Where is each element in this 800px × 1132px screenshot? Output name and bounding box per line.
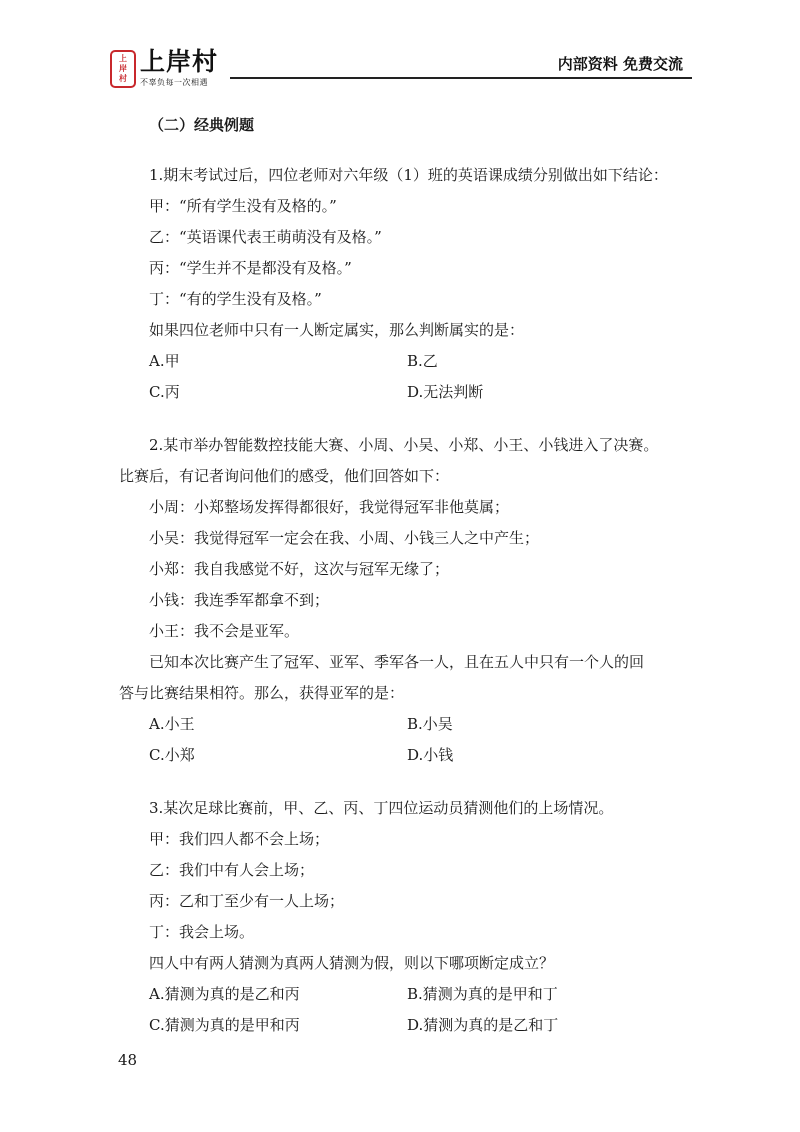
question-stem-line: 小王：我不会是亚军。 — [149, 622, 300, 640]
question-stem-line: 乙：我们中有人会上场； — [149, 861, 315, 879]
question-stem-line: 丙：乙和丁至少有一人上场； — [149, 892, 345, 910]
question-stem-line: 比赛后，有记者询问他们的感受，他们回答如下： — [119, 467, 450, 485]
question-stem-line: 已知本次比赛产生了冠军、亚军、季军各一人，且在五人中只有一个人的回 — [149, 653, 645, 671]
question-stem-line: 丙：“学生并不是都没有及格。” — [149, 259, 352, 277]
question-stem-line: 丁：我会上场。 — [149, 923, 255, 941]
option-d: D.小钱 — [407, 746, 454, 764]
question-stem-line: 丁：“有的学生没有及格。” — [149, 290, 322, 308]
question-stem-line: 小郑：我自我感觉不好，这次与冠军无缘了； — [149, 560, 450, 578]
page-number: 48 — [118, 1051, 138, 1069]
logo-seal-char: 村 — [119, 74, 127, 83]
question-stem-paragraph — [119, 647, 709, 709]
question-stem-line: 甲：我们四人都不会上场； — [149, 830, 330, 848]
question-stem-line: 如果四位老师中只有一人断定属实，那么判断属实的是： — [149, 321, 525, 339]
answer-options — [149, 979, 709, 1041]
answer-options — [149, 346, 709, 408]
question-stem-paragraph — [119, 430, 709, 492]
logo-seal-icon — [110, 50, 136, 88]
page-content — [119, 112, 709, 1041]
logo-name: 上岸村 — [140, 47, 219, 76]
option-d: D.猜测为真的是乙和丁 — [407, 1016, 559, 1034]
logo-seal-char: 岸 — [119, 64, 127, 73]
question-stem-line: 四人中有两人猜测为真两人猜测为假，则以下哪项断定成立？ — [149, 954, 555, 972]
option-a: A.小王 — [149, 715, 195, 733]
answer-options — [149, 709, 709, 771]
header-divider — [230, 77, 692, 79]
option-c: C.丙 — [149, 383, 180, 401]
option-a: A.猜测为真的是乙和丙 — [149, 985, 300, 1003]
option-b: B.乙 — [407, 352, 438, 370]
question-2 — [119, 430, 709, 771]
question-stem-line: 3.某次足球比赛前，甲、乙、丙、丁四位运动员猜测他们的上场情况。 — [149, 799, 614, 817]
page-header — [0, 0, 800, 110]
question-stem-line: 小周：小郑整场发挥得都很好，我觉得冠军非他莫属； — [149, 498, 510, 516]
question-stem-line: 小钱：我连季军都拿不到； — [149, 591, 330, 609]
question-3 — [149, 793, 709, 1041]
question-1 — [149, 160, 709, 408]
option-b: B.小吴 — [407, 715, 453, 733]
question-stem-line: 1.期末考试过后，四位老师对六年级（1）班的英语课成绩分别做出如下结论： — [149, 166, 668, 184]
section-title: （二）经典例题 — [149, 116, 255, 134]
option-c: C.猜测为真的是甲和丙 — [149, 1016, 300, 1034]
question-stem-line: 2.某市举办智能数控技能大赛、小周、小吴、小郑、小王、小钱进入了决赛。 — [149, 436, 659, 454]
option-c: C.小郑 — [149, 746, 195, 764]
option-a: A.甲 — [149, 352, 180, 370]
logo-seal-char: 上 — [119, 54, 127, 63]
question-stem-line: 小吴：我觉得冠军一定会在我、小周、小钱三人之中产生； — [149, 529, 540, 547]
question-stem-line: 乙：“英语课代表王萌萌没有及格。” — [149, 228, 382, 246]
header-right-text: 内部资料 免费交流 — [557, 55, 683, 73]
question-stem-line: 答与比赛结果相符。那么，获得亚军的是： — [119, 684, 405, 702]
option-d: D.无法判断 — [407, 383, 484, 401]
logo-slogan: 不辜负每一次相遇 — [140, 78, 208, 87]
option-b: B.猜测为真的是甲和丁 — [407, 985, 558, 1003]
question-stem-line: 甲：“所有学生没有及格的。” — [149, 197, 337, 215]
